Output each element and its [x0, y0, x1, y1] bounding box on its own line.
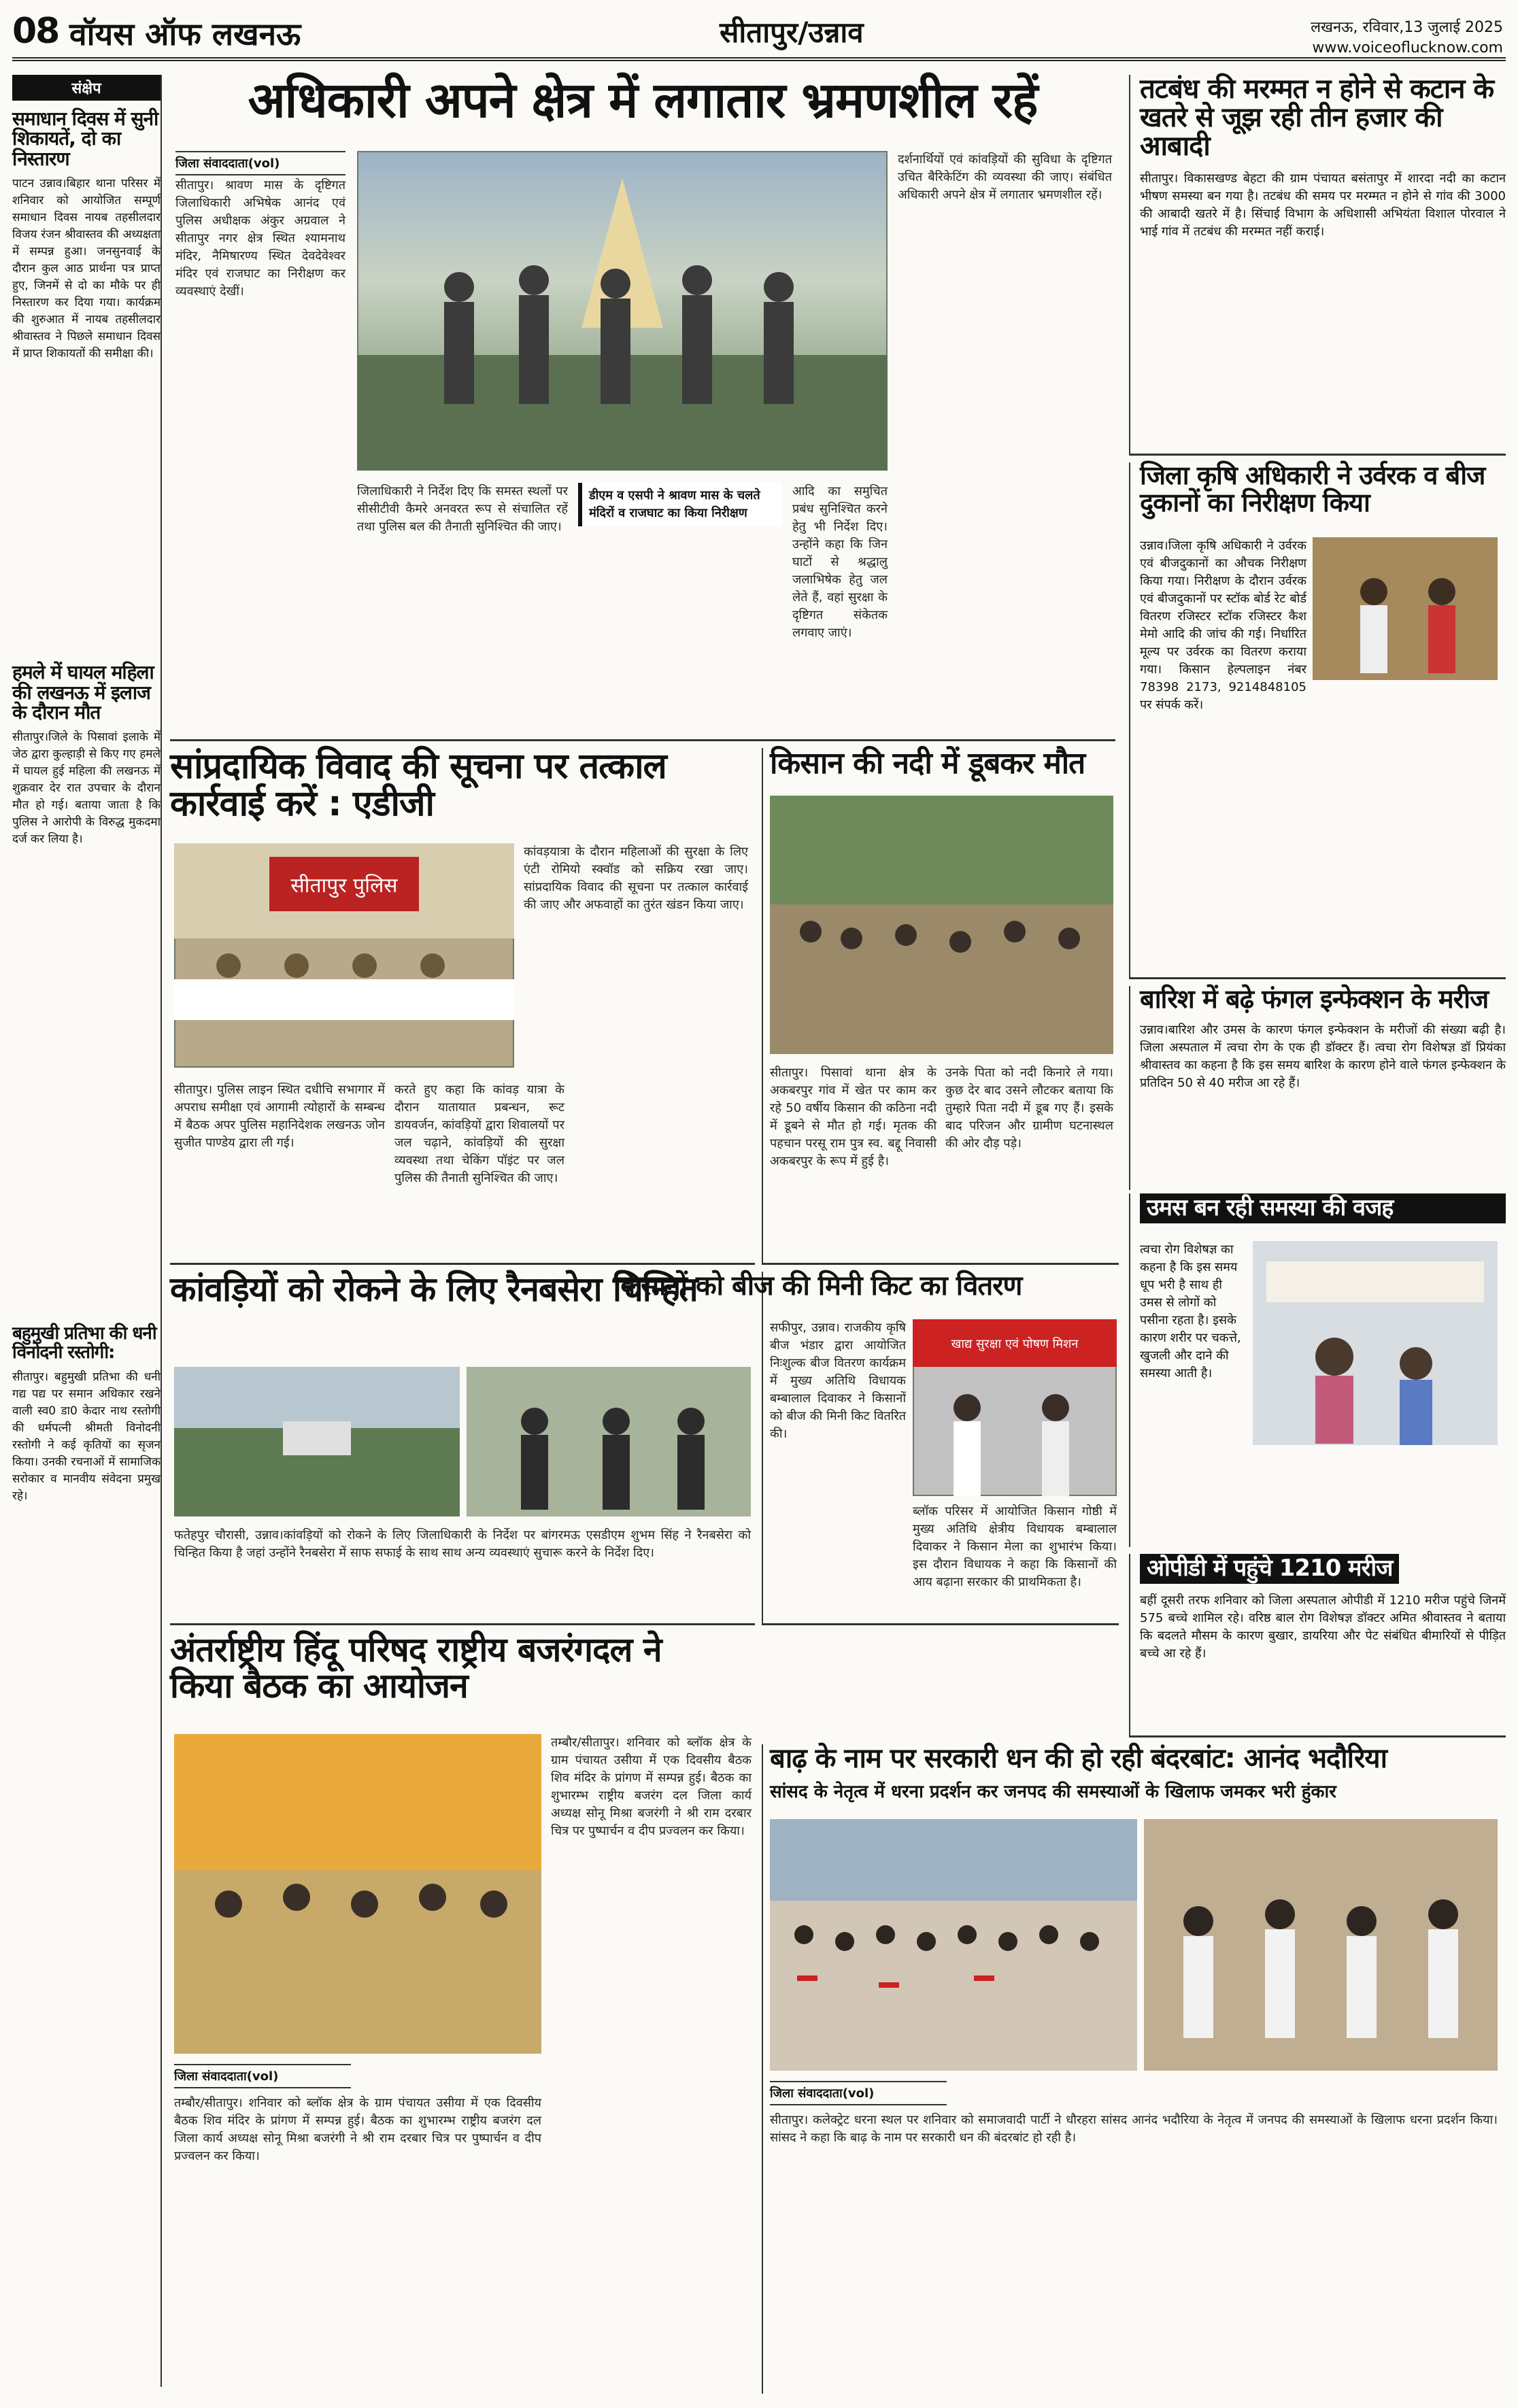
- brief-headline-3: बहुमुखी प्रतिभा की धनी विनोदनी रस्तोगी:: [12, 1323, 156, 1363]
- story-seed-mini-kit: [613, 1270, 1119, 1625]
- page-number: 08: [12, 11, 59, 52]
- story2-body: सीतापुर। विकासखण्ड बेहटा की ग्राम पंचायत बसंतापुर में शारदा नदी का कटान भीषण समस्या बन गया है। तटबंध की समय पर मरम्मत न होने से गांव की 3000 की आबादी खतरे में है। सिंचाई विभाग के अधिशासी अभियंता विशाल पोरवाल ने भाई गांव में तटबंध की मरम्मत नहीं कराई।: [1140, 171, 1506, 239]
- story6-body: बहीं दूसरी तरफ शनिवार को जिला अस्पताल ओपीडी में 1210 मरीज पहुंचे जिनमें 575 बच्चे शामिल रहे। वरिष्ठ बाल रोग विशेषज्ञ डॉक्टर अमित श्रीवास्तव ने बताया कि बदलते मौसम के कारण बुखार, डायरिया और पेट संबंधित बीमारियों से पीड़ित बच्चे आ रहे हैं।: [1140, 1593, 1506, 1661]
- story8-body-1: सीतापुर। पिसावां थाना क्षेत्र के अकबरपुर गांव में खेत पर काम कर रहे 50 वर्षीय किसान की कठिना नदी में डूबने से मौत हो गई। मृतक की पहचान परसू राम पुत्र स्व. बद्दू निवासी अकबरपुर के रूप में हुई है।: [770, 1066, 937, 1168]
- story12-subhead: सांसद के नेतृत्व में धरना प्रदर्शन कर जनपद की समस्याओं के खिलाफ जमकर भरी हुंकार: [770, 1782, 1336, 1802]
- story12-headline: बाढ़ के नाम पर सरकारी धन की हो रही बंदरबांट: आनंद भदौरिया: [770, 1743, 1387, 1774]
- officials-photo: [467, 1367, 751, 1516]
- story1-byline: जिला संवाददाता(vol): [175, 151, 345, 175]
- story7-body-2: करते हुए कहा कि कांवड़ यात्रा के दौरान यातायात प्रबन्धन, रूट डायवर्जन, कांवड़ियों द्वारा शिवालयों पर जल चढ़ाने, कांवड़ियों की सुरक्षा व्यवस्था तथा चेकिंग पॉइंट पर जल पुलिस की तैनाती सुनिश्चित की जाए।: [394, 1083, 564, 1185]
- story10-headline: किसानों को बीज की मिनी किट का वितरण: [613, 1270, 1022, 1302]
- story8-body-2: उनके पिता को नदी किनारे ले गया। कुछ देर बाद उसने लौटकर बताया कि तुम्हारे पिता नदी में डूब गए हैं। इसके बाद परिजन और ग्रामीण घटनास्थल की ओर दौड़ पड़े।: [945, 1066, 1113, 1151]
- story8-photo: [770, 796, 1113, 1054]
- meeting-group-photo: [174, 1734, 541, 2054]
- left-column: [12, 75, 162, 2387]
- paper-name: वॉयस ऑफ लखनऊ: [69, 16, 301, 52]
- brief-headline-1: समाधान दिवस में सुनी शिकायतें, दो का निस्तारण: [12, 107, 158, 170]
- story-rain-shelter: [170, 1272, 755, 1625]
- police-meeting-photo: [174, 843, 514, 1068]
- story1-headline: अधिकारी अपने क्षेत्र में लगातार भ्रमणशील रहें: [248, 71, 1038, 129]
- story7-body-3: कांवड़यात्रा के दौरान महिलाओं की सुरक्षा के लिए एंटी रोमियो स्क्वॉड को सक्रिय रखा जाए। सांप्रदायिक विवाद की सूचना पर तत्काल कार्रवाई की जाए और अफवाहों का तुरंत खंडन किया जाए।: [524, 845, 748, 912]
- story-agri-inspection: [1129, 462, 1506, 979]
- banner-text: सीतापुर पुलिस: [290, 874, 398, 898]
- story1-body-4: दर्शनार्थियों एवं कांवड़ियों की सुविधा के दृष्टिगत उचित बैरिकेटिंग की व्यवस्था की जाए। संबंधित अधिकारी अपने क्षेत्र में लगातार भ्रमणशील रहें।: [898, 152, 1112, 202]
- story7-body-1: सीतापुर। पुलिस लाइन स्थित दधीचि सभागार में अपराध समीक्षा एवं आगामी त्योहारों के सम्बन्ध में बैठक अपर पुलिस महानिदेशक लखनऊ जोन सुजीत पाण्डेय द्वारा ली गई।: [174, 1083, 385, 1150]
- story11-byline: जिला संवाददाता(vol): [174, 2064, 351, 2088]
- story12-photo-right: [1144, 1819, 1498, 2071]
- story9-headline: कांवड़ियों को रोकने के लिए रैनबसेरा चिन्हित: [170, 1270, 698, 1309]
- story11-body-side: तम्बौर/सीतापुर। शनिवार को ब्लॉक क्षेत्र के ग्राम पंचायत उसीया में एक दिवसीय बैठक शिव मंदिर के प्रांगण में सम्पन्न हुई। बैठक का शुभारम्भ राष्ट्रीय बजरंग दल जिला कार्य अध्यक्ष सोनू मिश्रा बजरंगी ने श्री राम दरबार चित्र पर पुष्पार्चन व दीप प्रज्वलन कर किया।: [551, 1735, 752, 1838]
- story7-photo: [174, 843, 514, 1068]
- kit-banner-text: खाद्य सुरक्षा एवं पोषण मिशन: [951, 1337, 1079, 1351]
- website-link[interactable]: www.voiceoflucknow.com: [1312, 39, 1503, 56]
- story1-body-2: जिलाधिकारी ने निर्देश दिए कि समस्त स्थलों पर सीसीटीवी कैमरे अनवरत रूप से संचालित रहें तथा पुलिस बल की तैनाती सुनिश्चित की जाए।: [357, 484, 568, 534]
- story7-headline: सांप्रदायिक विवाद की सूचना पर तत्काल कार्रवाई करें : एडीजी: [170, 746, 667, 824]
- seed-distribution-photo: [913, 1319, 1117, 1496]
- story8-headline: किसान की नदी में डूबकर मौत: [770, 746, 1085, 781]
- protest-crowd-photo: [770, 1819, 1137, 2071]
- story10-photo: [913, 1319, 1117, 1496]
- story9-photo-right: [467, 1367, 751, 1516]
- story-opd: [1129, 1554, 1506, 1737]
- story11-body: तम्बौर/सीतापुर। शनिवार को ब्लॉक क्षेत्र के ग्राम पंचायत उसीया में एक दिवसीय बैठक शिव मंदिर के प्रांगण में सम्पन्न हुई। बैठक का शुभारम्भ राष्ट्रीय बजरंग दल जिला कार्य अध्यक्ष सोनू मिश्रा बजरंगी ने श्री राम दरबार चित्र पर पुष्पार्चन व दीप प्रज्वलन कर किया।: [174, 2096, 541, 2163]
- brief-body-2: सीतापुर।जिले के पिसावां इलाके में जेठ द्वारा कुल्हाड़ी से किए गए हमले में घायल हुई महिला की लखनऊ में शुक्रवार देर रात उपचार के दौरान मौत हो गई। बताया जाता है कि पुलिस ने आरोपी के विरुद्ध मुकदमा दर्ज कर लिया है।: [12, 730, 161, 847]
- story11-photo: [174, 1734, 541, 2054]
- shelter-photo: [174, 1367, 460, 1516]
- story4-headline: बारिश में बढ़े फंगल इन्फेक्शन के मरीज: [1140, 984, 1489, 1014]
- officials-group-photo: [357, 151, 888, 471]
- story10-body-1: सफीपुर, उन्नाव। राजकीय कृषि बीज भंडार द्वारा आयोजित निःशुल्क बीज वितरण कार्यक्रम में मुख्य अतिथि विधायक बम्बालाल दिवाकर ने किसानों को बीज की मिनी किट वितरित की।: [770, 1321, 906, 1441]
- crowd-photo: [770, 796, 1113, 1054]
- story9-body: फतेहपुर चौरासी, उन्नाव।कांवड़ियों को रोकने के लिए जिलाधिकारी के निर्देश पर बांगरमऊ एसडीएम शुभम सिंह ने रैनबसेरा को चिन्हित किया है जहां उन्होंने रैनबसेरा में साफ सफाई के साथ साथ अन्य व्यवस्थाएं सुचारू करने के निर्देश दिए।: [174, 1528, 751, 1560]
- date: लखनऊ, रविवार,13 जुलाई 2025: [1311, 19, 1503, 36]
- masthead: [12, 8, 1506, 61]
- story4-body: उन्नाव।बारिश और उमस के कारण फंगल इन्फेक्शन के मरीजों की संख्या बढ़ी है। जिला अस्पताल में त्वचा रोग के एक ही डॉक्टर हैं। त्वचा रोग विशेषज्ञ डॉ प्रियंका श्रीवास्तव का कहना है कि इस समय बारिश के कारण होने वाले फंगल इन्फेक्शन के प्रतिदिन 50 से 40 मरीज आ रहे हैं।: [1140, 1022, 1506, 1090]
- brief-body-3: सीतापुर। बहुमुखी प्रतिभा की धनी गद्य पद्य पर समान अधिकार रखने वाली स्व0 डा0 केदार नाथ रस्तोगी की धर्मपत्नी श्रीमती विनोदनी रस्तोगी ने कई कृतियों का सृजन किया। उनकी रचनाओं में सामाजिक सरोकार व मानवीय संवेदना प्रमुख रहे।: [12, 1370, 161, 1503]
- story5-headline: उमस बन रही समस्या की वजह: [1140, 1193, 1506, 1223]
- section-title: सीतापुर/उन्नाव: [720, 16, 864, 49]
- story-bajrang-dal-meeting: [170, 1632, 755, 2394]
- story-fungal-infection: [1129, 986, 1506, 1190]
- story2-headline: तटबंध की मरम्मत न होने से कटान के खतरे से जूझ रही तीन हजार की आबादी: [1140, 73, 1494, 162]
- hospital-photo: [1253, 1241, 1498, 1445]
- shop-inspection-photo: [1313, 537, 1498, 680]
- story3-photo: [1313, 537, 1498, 680]
- brief-body-1: पाटन उन्नाव।बिहार थाना परिसर में शनिवार को आयोजित सम्पूर्ण समाधान दिवस नायब तहसीलदार विजय रंजन श्रीवास्तव की अध्यक्षता में सम्पन्न हुआ। जनसुनवाई के दौरान कुल आठ प्रार्थना पत्र प्राप्त हुए, जिनमें से दो का मौके पर ही निस्तारण कर दिया गया। कार्यक्रम की शुरुआत में नायब तहसीलदार श्रीवास्तव ने पिछले समाधान दिवस में प्राप्त शिकायतों की समीक्षा की।: [12, 177, 161, 361]
- protest-leaders-photo: [1144, 1819, 1498, 2071]
- story10-body-2: ब्लॉक परिसर में आयोजित किसान गोष्ठी में मुख्य अतिथि क्षेत्रीय विधायक बम्बालाल दिवाकर ने किसान मेला का शुभारंभ किया। इस दौरान विधायक ने कहा कि किसानों की आय बढ़ाना सरकार की प्राथमिकता है।: [913, 1504, 1117, 1589]
- story1-body-3: आदि का समुचित प्रबंध सुनिश्चित करने हेतु भी निर्देश दिए। उन्होंने कहा कि जिन घाटों से श्रद्धालु जलाभिषेक हेतु जल लेते हैं, वहां सुरक्षा के दृष्टिगत संकेतक लगवाए जाएं।: [792, 484, 888, 640]
- story12-photo-left: [770, 1819, 1137, 2071]
- story-embankment: [1129, 75, 1506, 456]
- story-flood-funds-protest: [762, 1744, 1506, 2394]
- brief-headline-2: हमले में घायल महिला की लखनऊ में इलाज के दौरान मौत: [12, 661, 154, 724]
- story-humidity: [1129, 1193, 1506, 1547]
- story11-headline: अंतर्राष्ट्रीय हिंदू परिषद राष्ट्रीय बजरंगदल ने किया बैठक का आयोजन: [170, 1630, 662, 1706]
- dateline: [1311, 18, 1503, 58]
- story-communal-dispute: [170, 748, 755, 1265]
- story9-photo-left: [174, 1367, 460, 1516]
- story1-photo-caption: डीएम व एसपी ने श्रावण मास के चलते मंदिरों व राजघाट का किया निरीक्षण: [578, 483, 782, 526]
- story6-headline: ओपीडी में पहुंचे 1210 मरीज: [1140, 1554, 1399, 1584]
- story12-byline: जिला संवाददाता(vol): [770, 2081, 947, 2105]
- story1-photo: [357, 151, 888, 471]
- story5-photo: [1253, 1241, 1498, 1445]
- story-farmer-drowning: [762, 748, 1119, 1265]
- story3-headline: जिला कृषि अधिकारी ने उर्वरक व बीज दुकानों का निरीक्षण किया: [1140, 460, 1485, 518]
- story3-body: उन्नाव।जिला कृषि अधिकारी ने उर्वरक एवं बीजदुकानों का औचक निरीक्षण किया गया। निरीक्षण के दौरान उर्वरक एवं बीजदुकानों पर स्टॉक बोर्ड रेट बोर्ड वितरण रजिस्टर स्टॉक रजिस्टर कैश मेमो आदि की जांच की गई। निर्धारित मूल्य पर उर्वरक का वितरण कराया गया। किसान हेल्पलाइन नंबर 78398 2173, 9214848105 पर संपर्क करें।: [1140, 539, 1306, 712]
- story5-body: त्वचा रोग विशेषज्ञ का कहना है कि इस समय धूप भरी है साथ ही उमस से लोगों को पसीना रहता है। इसके कारण शरीर पर चकत्ते, खुजली और दाने की समस्या आती है।: [1140, 1242, 1241, 1380]
- story1-body-1: सीतापुर। श्रावण मास के दृष्टिगत जिलाधिकारी अभिषेक आनंद एवं पुलिस अधीक्षक अंकुर अग्रवाल ने सीतापुर नगर क्षेत्र स्थित श्यामनाथ मंदिर, नैमिषारण्य स्थित देवदेवेश्वर मंदिर एवं राजघाट का निरीक्षण कर व्यवस्थाएं देखीं।: [175, 178, 345, 299]
- story12-body: सीतापुर। कलेक्ट्रेट धरना स्थल पर शनिवार को समाजवादी पार्टी ने धौरहरा सांसद आनंद भदौरिया के नेतृत्व में जनपद की समस्याओं के खिलाफ धरना प्रदर्शन किया। सांसद ने कहा कि बाढ़ के नाम पर सरकारी धन की बंदरबांट हो रही है।: [770, 2113, 1498, 2145]
- story-officials-patrol: [170, 71, 1115, 741]
- brief-tag: संक्षेप: [12, 75, 161, 101]
